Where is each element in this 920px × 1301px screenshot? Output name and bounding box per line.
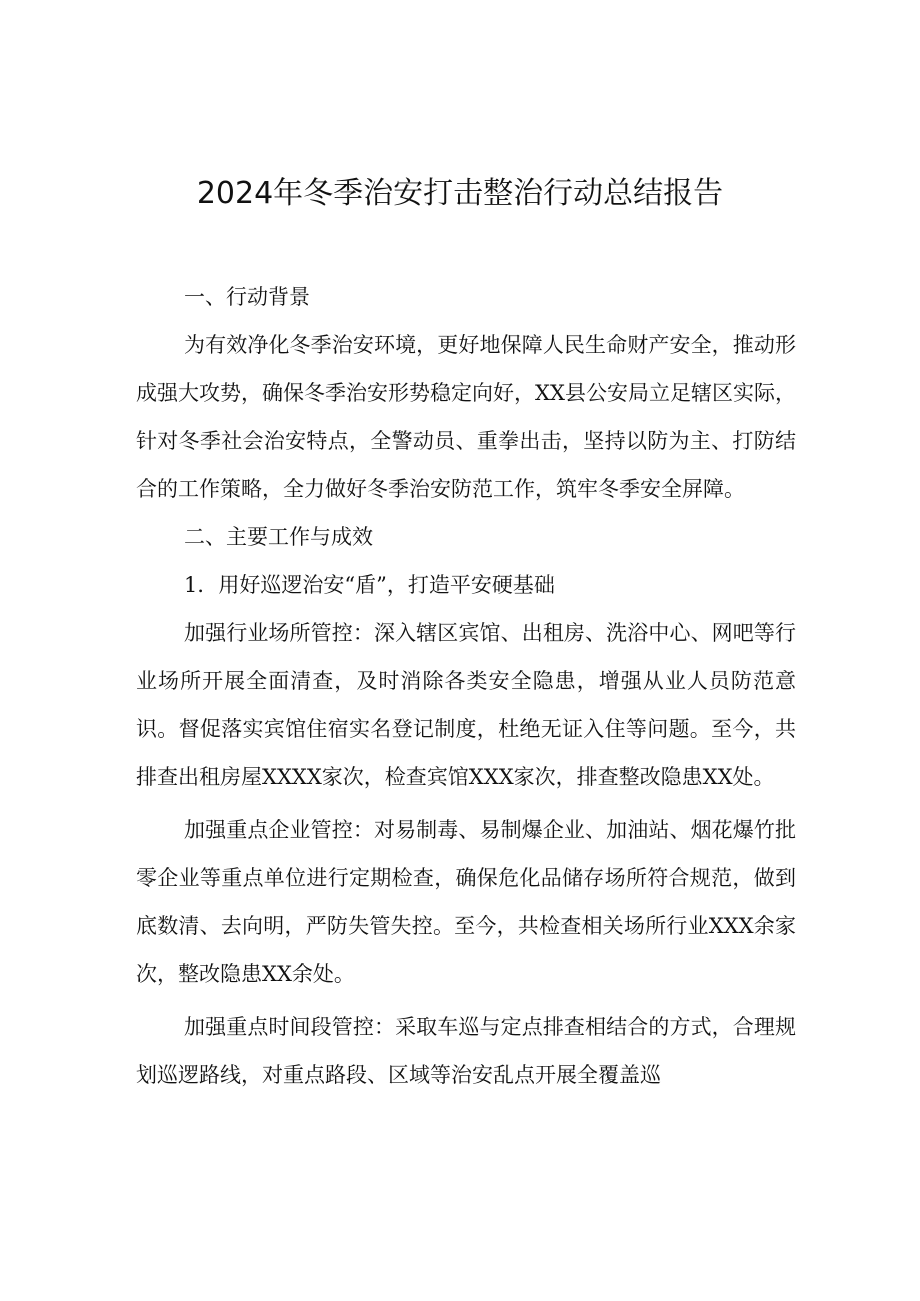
paragraph-time-control: 加强重点时间段管控：采取车巡与定点排查相结合的方式，合理规划巡逻路线，对重点路段、区域等治安乱点开展全覆盖巡 — [136, 1015, 796, 1087]
paragraph-industry-control: 加强行业场所管控：深入辖区宾馆、出租房、洗浴中心、网吧等行业场所开展全面清查，及时消除各类安全隐患，增强从业人员防范意识。督促落实宾馆住宿实名登记制度，杜绝无证入住等问题。至今，共排查出租房屋XXXX家次，检查宾馆XXX家次，排查整改隐患XX处。 — [136, 621, 796, 789]
section-heading-background: 一、行动背景 — [184, 285, 310, 309]
subheading-patrol: 1．用好巡逻治安“盾”，打造平安硬基础 — [184, 573, 555, 597]
paragraph-enterprise-control: 加强重点企业管控：对易制毒、易制爆企业、加油站、烟花爆竹批零企业等重点单位进行定期检查，确保危化品储存场所符合规范，做到底数清、去向明，严防失管失控。至今，共检查相关场所行业XXX余家次，整改隐患XX余处。 — [136, 818, 796, 986]
document-body — [136, 273, 796, 1099]
document-title: 2024年冬季治安打击整治行动总结报告 — [196, 176, 724, 211]
paragraph-background: 为有效净化冬季治安环境，更好地保障人民生命财产安全，推动形成强大攻势，确保冬季治安形势稳定向好，XX县公安局立足辖区实际，针对冬季社会治安特点，全警动员、重拳出击，坚持以防为主、打防结合的工作策略，全力做好冬季治安防范工作，筑牢冬季安全屏障。 — [136, 333, 796, 501]
section-heading-main-work: 二、主要工作与成效 — [184, 525, 373, 549]
